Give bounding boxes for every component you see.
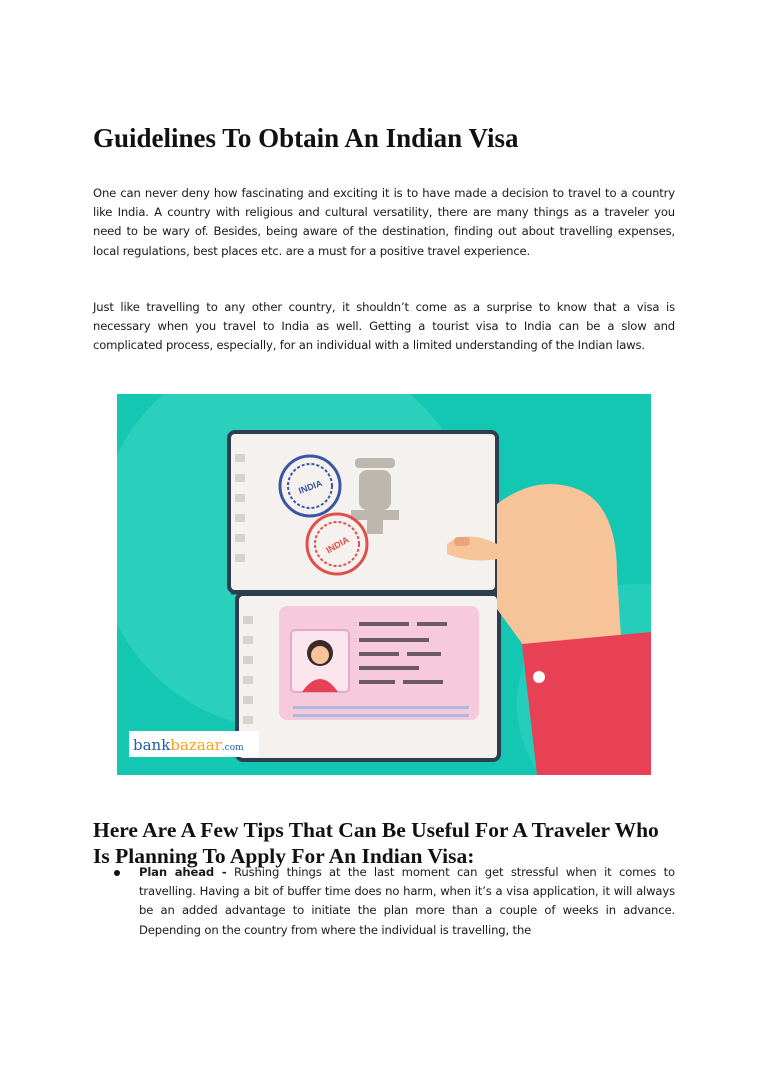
list-item	[93, 863, 675, 940]
tips-list	[93, 863, 675, 940]
logo-bank-text: bank	[133, 736, 171, 754]
tips-heading: Here Are A Few Tips That Can Be Useful For A Traveler Who Is Planning To Apply For An Indian Visa:	[93, 818, 659, 868]
tip-title: Plan ahead -	[139, 865, 227, 879]
tip-text	[139, 863, 675, 940]
document-title: Guidelines To Obtain An Indian Visa	[93, 123, 519, 153]
passport-illustration	[117, 394, 651, 775]
red-stamp-text: INDIA	[324, 534, 351, 556]
tip-body: Rushing things at the last moment can get stressful when it comes to travelling. Having a bit of buffer time does no harm, when it’s a visa application, it will always be an added advantage to initiate the plan more than a couple of weeks in advance. Depending on the country from where the individual is travelling, the	[139, 865, 675, 937]
bankbazaar-logo	[129, 731, 259, 757]
id-card	[279, 606, 479, 720]
passport-illustration-svg	[117, 394, 651, 775]
bullet-icon	[114, 870, 120, 876]
blue-stamp-text: INDIA	[297, 478, 324, 496]
logo-com-text: .com	[221, 743, 244, 753]
intro-paragraph: One can never deny how fascinating and exciting it is to have made a decision to travel to a country like India. A country with religious and cultural versatility, there are many things as a traveler you need to be wary of. Besides, being aware of the destination, finding out about travelling expenses, local regulations, best places etc. are a must for a positive travel experience.	[93, 186, 675, 258]
visa-requirement-paragraph: Just like travelling to any other country, it shouldn’t come as a surprise to know that a visa is necessary when you travel to India as well. Getting a tourist visa to India can be a slow and complicated process, especially, for an individual with a limited understanding of the Indian laws.	[93, 300, 675, 353]
logo-bazaar-text: bazaar	[170, 736, 222, 754]
